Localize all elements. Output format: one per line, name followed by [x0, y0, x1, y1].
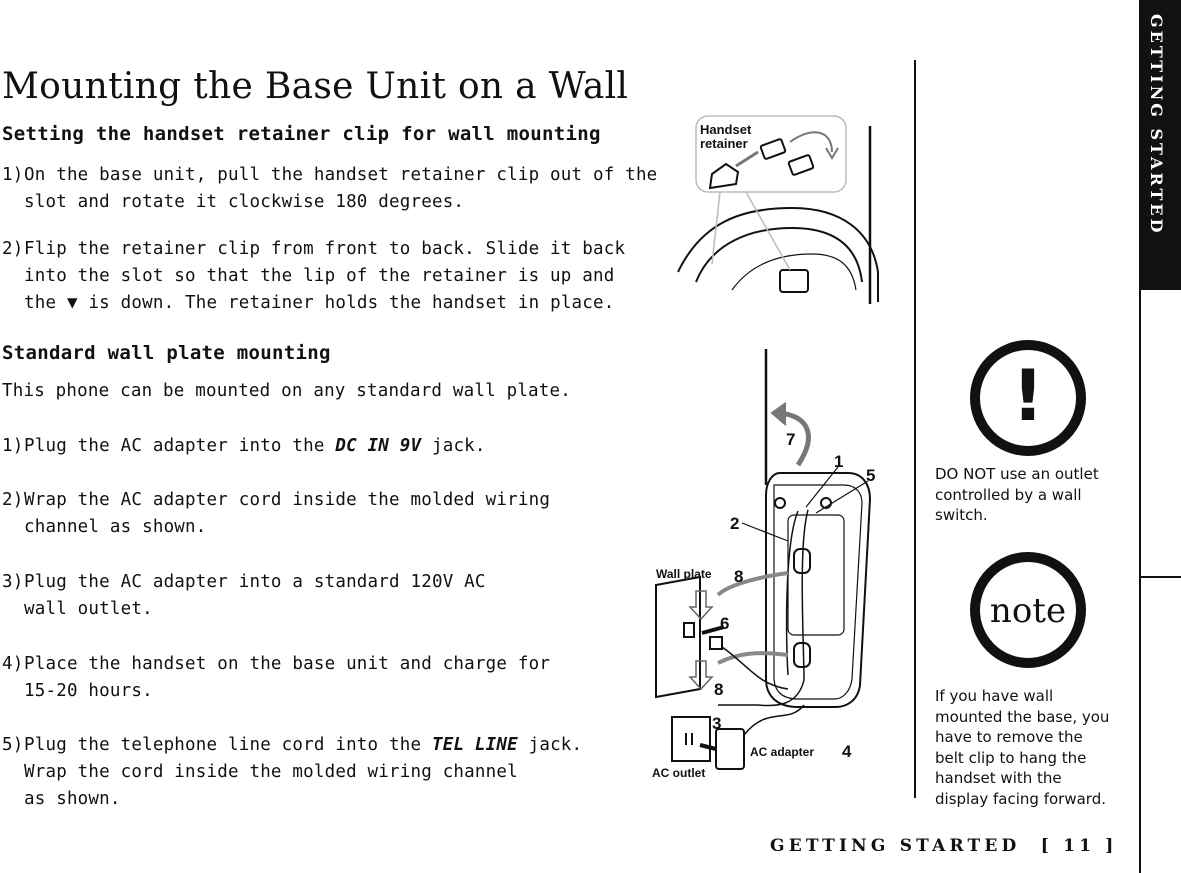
callout-6: 6 — [720, 614, 730, 633]
handset-retainer-label-2: retainer — [700, 136, 748, 151]
retainer-step-1: 1)On the base unit, pull the handset retainer clip out of the slot and rotate it clockwise 180 degrees. — [2, 165, 658, 212]
section-heading-retainer-clip: Setting the handset retainer clip for wall mounting — [2, 123, 601, 145]
wall-plate-step-4: 4)Place the handset on the base unit and charge for 15-20 hours. — [2, 654, 551, 701]
footer-section: GETTING STARTED — [770, 836, 1021, 856]
page-number: [ 11 ] — [1040, 836, 1118, 856]
callout-4: 4 — [842, 742, 852, 761]
handset-retainer-label-1: Handset — [700, 122, 752, 137]
wall-plate-intro: This phone can be mounted on any standard wall plate. — [2, 381, 572, 401]
wall-mount-illustration — [648, 345, 898, 790]
down-triangle-icon: ▼ — [66, 293, 78, 313]
ac-outlet-label: AC outlet — [652, 766, 706, 780]
side-section-tab-label: GETTING STARTED — [1147, 14, 1166, 236]
ac-adapter-label: AC adapter — [750, 745, 815, 759]
warning-text: DO NOT use an outlet controlled by a wall switch. — [935, 465, 1099, 524]
wall-plate-step-5: 5)Plug the telephone line cord into the TEL LINE jack. Wrap the cord inside the molded wiring channel as shown. — [2, 735, 583, 809]
wall-plate-step-1: 1)Plug the AC adapter into the DC IN 9V jack. — [2, 436, 486, 456]
callout-2: 2 — [730, 514, 740, 533]
retainer-step-2: 2)Flip the retainer clip from front to back. Slide it back into the slot so that the lip of the retainer is up and the ▼ is down. The retainer holds the handset in place. — [2, 239, 626, 313]
side-rule — [1139, 290, 1141, 873]
callout-8-bottom: 8 — [714, 680, 724, 699]
column-divider — [914, 60, 916, 798]
callout-7: 7 — [786, 430, 796, 449]
side-section-tab — [1139, 0, 1181, 290]
note-text: If you have wall mounted the base, you have to remove the belt clip to hang the handset with the display facing forward. — [935, 687, 1110, 808]
callout-3: 3 — [712, 714, 722, 733]
callout-8-top: 8 — [734, 567, 744, 586]
callout-5: 5 — [866, 466, 876, 485]
wall-plate-label: Wall plate — [656, 567, 712, 581]
wall-plate-step-3: 3)Plug the AC adapter into a standard 120V AC wall outlet. — [2, 572, 486, 619]
page-footer — [770, 836, 1118, 856]
warning-icon: ! — [970, 340, 1086, 456]
page-title: Mounting the Base Unit on a Wall — [2, 66, 629, 107]
section-heading-wall-plate: Standard wall plate mounting — [2, 342, 331, 364]
callout-1: 1 — [834, 452, 844, 471]
note-icon: note — [970, 552, 1086, 668]
wall-plate-step-2: 2)Wrap the AC adapter cord inside the molded wiring channel as shown. — [2, 490, 551, 537]
side-rule-tick — [1139, 576, 1181, 578]
retainer-clip-illustration — [672, 112, 882, 312]
